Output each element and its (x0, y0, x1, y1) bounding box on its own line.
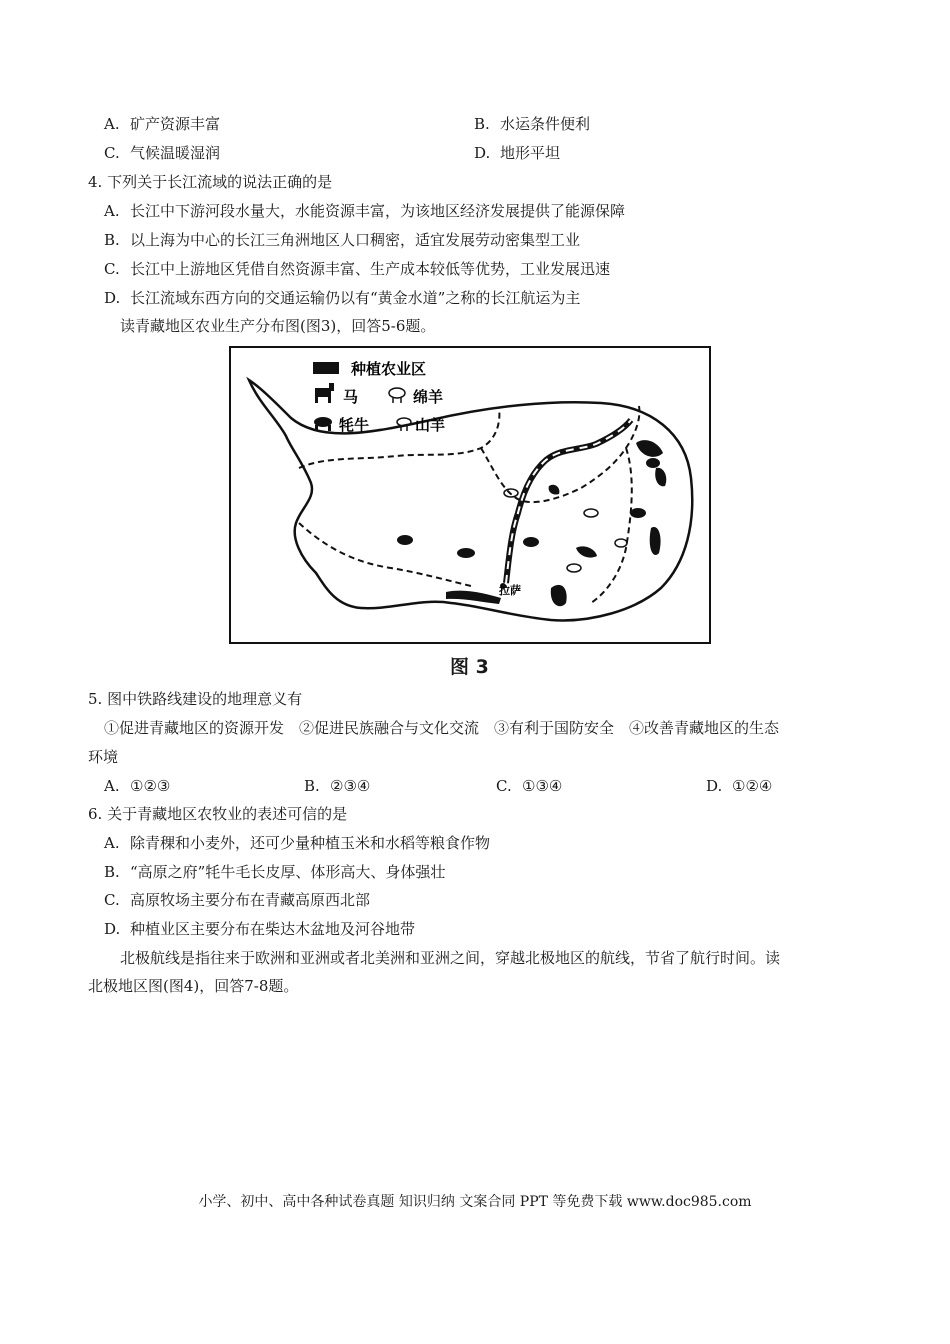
sheep-mark-1 (567, 564, 581, 572)
intro-5-6: 读青藏地区农业生产分布图(图3)，回答5-6题。 (120, 317, 436, 335)
yak-mark-2 (457, 548, 475, 558)
q5-option-d: D. ①②④ (706, 777, 773, 795)
q5-option-a: A. ①②③ (104, 777, 171, 795)
q3-option-a: A. 矿产资源丰富 (104, 115, 221, 133)
farming-area-central-1 (576, 546, 597, 557)
q6-option-b: B. “高原之府”牦牛毛长皮厚、体形高大、身体强壮 (104, 863, 446, 881)
legend-farming-label: 种植农业区 (351, 360, 427, 378)
q4-option-a: A. 长江中下游河段水量大，水能资源丰富，为该地区经济发展提供了能源保障 (104, 202, 626, 220)
q5-items-line1: ①促进青藏地区的资源开发 ②促进民族融合与文化交流 ③有利于国防安全 ④改善青藏地区的生态 (104, 719, 780, 737)
sheep-mark-2 (584, 509, 598, 517)
lhasa-label: 拉萨 (499, 584, 521, 597)
q4-option-d: D. 长江流域东西方向的交通运输仍以有“黄金水道”之称的长江航运为主 (104, 289, 581, 307)
intro-7-8-line1: 北极航线是指往来于欧洲和亚洲或者北美洲和亚洲之间，穿越北极地区的航线，节省了航行时间。读 (120, 949, 781, 967)
q6-option-a: A. 除青稞和小麦外，还可少量种植玉米和水稻等粮食作物 (104, 834, 491, 852)
legend-horse-icon (315, 383, 334, 403)
farming-area-east-3 (655, 468, 666, 487)
province-boundary-southwest (299, 523, 471, 586)
figure-3-caption: 图 3 (450, 656, 489, 678)
intro-7-8-line2: 北极地区图(图4)，回答7-8题。 (88, 977, 299, 995)
q4-option-b: B. 以上海为中心的长江三角洲地区人口稠密，适宜发展劳动密集型工业 (104, 231, 581, 249)
region-boundary (249, 380, 692, 620)
page-footer: 小学、初中、高中各种试卷真题 知识归纳 文案合同 PPT 等免费下载 www.doc985.com (198, 1194, 752, 1210)
legend-yak-label: 牦牛 (339, 416, 370, 434)
figure-3-map (229, 346, 711, 644)
legend-farming-swatch (313, 362, 339, 374)
q6-option-c: C. 高原牧场主要分布在青藏高原西北部 (104, 891, 371, 909)
farming-area-east-2 (636, 440, 663, 457)
yak-mark-4 (630, 508, 646, 518)
q6-option-d: D. 种植业区主要分布在柴达木盆地及河谷地带 (104, 920, 416, 938)
legend-goat-label: 山羊 (415, 416, 446, 434)
farming-area-central-2 (549, 485, 560, 495)
farming-area-east-1 (650, 527, 661, 555)
q3-option-b: B. 水运条件便利 (474, 115, 591, 133)
province-boundary-east (591, 448, 632, 603)
farming-area-south (446, 591, 501, 604)
q4-option-c: C. 长江中上游地区凭借自然资源丰富、生产成本较低等优势，工业发展迅速 (104, 260, 611, 278)
legend-sheep-icon (389, 388, 405, 403)
legend-sheep-label: 绵羊 (413, 388, 444, 406)
q5-stem: 5. 图中铁路线建设的地理意义有 (88, 690, 303, 708)
yak-mark-1 (397, 535, 413, 545)
q3-option-d: D. 地形平坦 (474, 144, 561, 162)
legend-horse-label: 马 (343, 388, 359, 406)
q4-stem: 4. 下列关于长江流域的说法正确的是 (88, 173, 333, 191)
province-boundary-north (299, 408, 499, 468)
map-drawing (231, 348, 709, 642)
goat-mark-2 (615, 539, 627, 547)
q5-option-b: B. ②③④ (304, 777, 371, 795)
farming-area-southeast (551, 585, 567, 606)
yak-mark-5 (646, 458, 660, 468)
legend-yak-icon (314, 417, 332, 431)
q5-items-line2: 环境 (88, 748, 119, 766)
q3-option-c: C. 气候温暖湿润 (104, 144, 221, 162)
yak-mark-3 (523, 537, 539, 547)
q5-option-c: C. ①③④ (496, 777, 563, 795)
q6-stem: 6. 关于青藏地区农牧业的表述可信的是 (88, 805, 348, 823)
